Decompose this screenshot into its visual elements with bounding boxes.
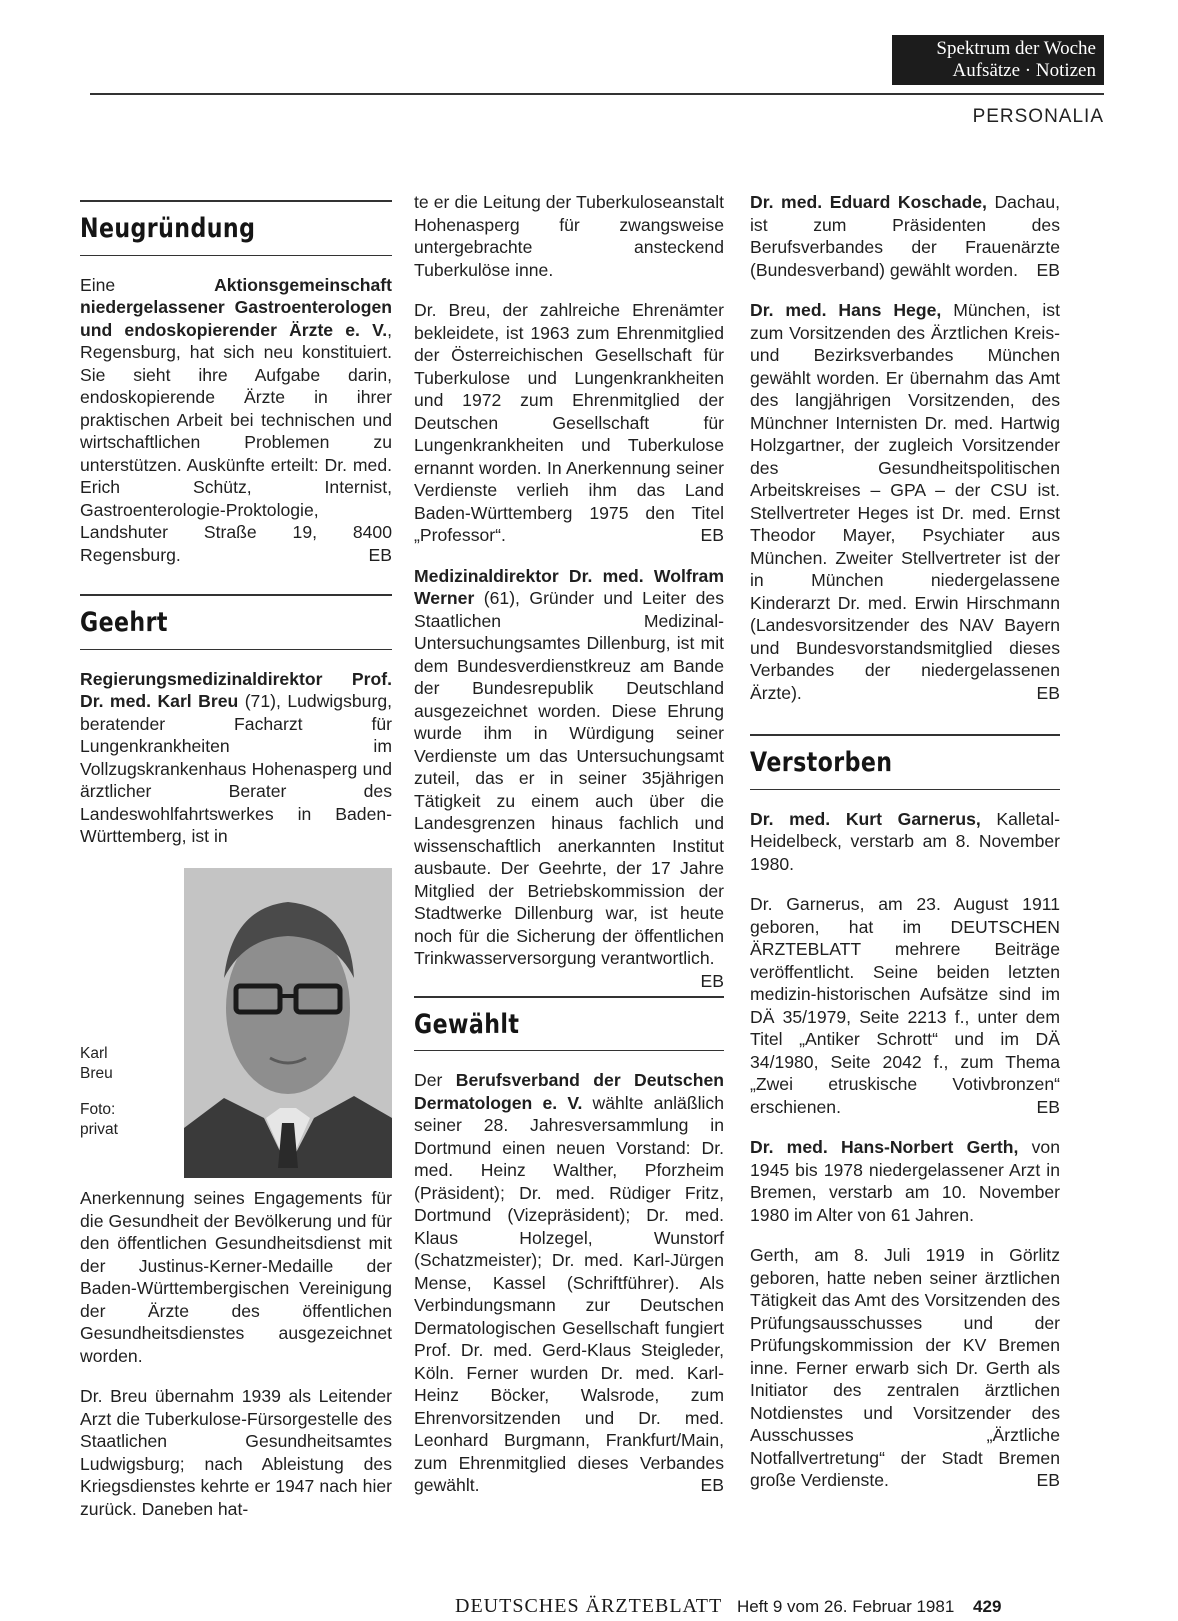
column-3: [750, 191, 1060, 1510]
text: Dr. Garnerus, am 23. August 1911 geboren, hat im DEUTSCHEN ÄRZTEBLATT mehrere Beiträge veröffentlicht. Seine beiden letzten medizin-historischen Aufsätze sind im DÄ 35/1979, Seite 2213 f., unter dem Titel „Antiker Schrott“ und im DÄ 34/1980, Seite 2042 f., zum Thema „Zwei etruskische Votivbronzen“ erschienen.: [750, 894, 1060, 1117]
rule: [80, 649, 392, 650]
org-name: Aktionsgemeinschaft niedergelassener Gastroenterologen und endoskopierender Ärzte e. V.: [80, 274, 392, 340]
text: Dachau, ist zum Präsidenten des Berufsverbandes der Frauenärzte (Bundesverband) gewählt worden.: [750, 192, 1061, 280]
portrait-photo: [184, 868, 392, 1178]
rule: [414, 996, 724, 998]
page-footer: [455, 1595, 1001, 1618]
article-hege: [750, 299, 1060, 704]
column-1: [80, 200, 392, 866]
article-gerth: [750, 1136, 1060, 1226]
rule: [750, 789, 1060, 790]
rule: [80, 594, 392, 596]
author-initials: EB: [368, 544, 392, 565]
person-name: Dr. med. Hans-Norbert Gerth,: [750, 1137, 1019, 1157]
rule: [80, 255, 392, 256]
text: , Regensburg, hat sich neu konstituiert. Sie sieht ihre Aufgabe darin, endoskopierende Ärzte in ihrer praktischen Arbeit bei technischen und wirtschaftlichen Problemen zu unterstützen. Auskünfte erteilt: Dr. med. Erich Schütz, Internist, Gastroenterologie-Proktologie, Landshuter Straße 19, 8400 Regensburg.: [80, 319, 392, 565]
heading-verstorben: Verstorben: [750, 747, 893, 778]
section-banner: [892, 35, 1104, 85]
banner-line-1: Spektrum der Woche: [936, 38, 1096, 59]
photo-credit: [80, 1100, 118, 1140]
author-initials: EB: [700, 525, 724, 545]
article-berufsverband-dermatologen: [414, 1069, 724, 1497]
org-name: Berufsverband der Deutschen Dermatologen e. V.: [414, 1070, 724, 1113]
text: Kalletal-Heidelbeck, verstarb am 8. November 1980.: [750, 808, 1060, 874]
column-1-lower: [80, 1187, 392, 1538]
text: München, ist zum Vorsitzenden des Ärztlichen Kreis- und Bezirksverbandes München gewählt worden. Er übernahm das Amt des langjährigen Vorsitzenden, des Münchner Internisten Dr. med. Hartwig Holzgartner, der zugleich Vorsitzender des Gesundheitspolitischen Arbeitskreises – GPA – der CSU ist. Stellvertreter Heges ist Dr. med. Ernst Theodor Mayer, Psychiater aus München. Zweiter Stellvertreter ist der in München niedergelassene Kinderarzt Dr. med. Erwin Hirschmann (Landesvorsitzender des NAV Bayern und Bundesvorstandsmitglied dieses Verbandes der niedergelassenen Ärzte).: [750, 300, 1060, 703]
author-initials: EB: [1036, 259, 1060, 280]
portrait-figure: [80, 868, 392, 1178]
issue-info: Heft 9 vom 26. Februar 1981: [736, 1597, 955, 1616]
rule: [750, 734, 1060, 736]
rule: [80, 200, 392, 202]
article-gerth-detail: [750, 1244, 1060, 1492]
article-breu-part5: [414, 299, 724, 547]
person-name: Dr. med. Kurt Garnerus,: [750, 808, 981, 829]
author-initials: EB: [1036, 1470, 1060, 1490]
heading-neugruendung: Neugründung: [80, 213, 256, 244]
text: Der: [414, 1070, 456, 1090]
text: Dr. Breu, der zahlreiche Ehrenämter bekleidete, ist 1963 zum Ehrenmitglied der Österreichischen Gesellschaft für Tuberkulose und Lungenkrankheiten und 1972 zum Ehrenmitglied der Deutschen Gesellschaft für Lungenkrankheiten und Tuberkulose ernannt worden. In Anerkennung seiner Verdienste verlieh ihm das Land Baden-Württemberg 1975 den Titel „Professor“.: [414, 300, 724, 545]
article-breu-part2: Anerkennung seines Engagements für die Gesundheit der Bevölkerung und für den öffentlichen Gesundheitsdienst mit der Justinus-Kerner-Medaille der Baden-Württembergischen Vereinigung der Ärzte des öffentlichen Gesundheitsdienstes ausgezeichnet worden.: [80, 1188, 392, 1366]
text: Eine: [80, 274, 215, 295]
article-breu-part1: [80, 668, 392, 848]
text: (61), Gründer und Leiter des Staatlichen Medizinal-Untersuchungsamtes Dillenburg, ist mit dem Bundesverdienstkreuz am Bande der Bundesrepublik Deutschland ausgezeichnet worden. Diese Ehrung wurde ihm in Würdigung seiner Verdienste um das Untersuchungsamt zuteil, das er in seiner 35jährigen Tätigkeit zu einem auch über die Landesgrenzen hinaus fachlich und wissenschaftlich anerkannten Institut ausbaute. Der Geehrte, der 17 Jahre Mitglied der Betriebskommission der Stadtwerke Dillenburg war, ist heute noch für die Sicherung der öffentlichen Trinkwasserversorgung verantwortlich.: [414, 588, 724, 968]
person-name: Regierungsmedizinaldirektor Prof. Dr. med. Karl Breu: [80, 668, 392, 711]
header-rule: [90, 93, 1104, 95]
article-garnerus-detail: [750, 893, 1060, 1118]
credit-value: privat: [80, 1121, 118, 1138]
article-garnerus: [750, 808, 1060, 876]
author-initials: EB: [700, 970, 724, 991]
caption-name: Breu: [80, 1065, 113, 1082]
heading-geehrt: Geehrt: [80, 607, 168, 638]
author-initials: EB: [1036, 1096, 1060, 1117]
article-aktionsgemeinschaft: [80, 274, 392, 567]
text: (71), Ludwigsburg, beratender Facharzt für Lungenkrankheiten im Vollzugskrankenhaus Hohenasperg und ärztlicher Berater des Landeswohlfahrtswerkes in Baden-Württemberg, ist in: [80, 691, 392, 846]
page-number: 429: [973, 1597, 1002, 1616]
person-name: Dr. med. Hans Hege,: [750, 300, 942, 320]
credit-label: Foto:: [80, 1101, 116, 1118]
article-breu-part3: Dr. Breu übernahm 1939 als Leitender Arzt die Tuberkulose-Fürsorgestelle des Staatlichen Gesundheitsamtes Ludwigsburg; nach Ableistung des Kriegsdienstes kehrte er 1947 nach hier zurück. Daneben hat-: [80, 1386, 392, 1519]
text: wählte anläßlich seiner 28. Jahresversammlung in Dortmund einen neuen Vorstand: Dr. med. Heinz Walther, Pforzheim (Präsident); Dr. med. Rüdiger Fritz, Dortmund (Vizepräsident); Dr. med. Klaus Holzegel, Wunstorf (Schatzmeister); Dr. med. Karl-Jürgen Mense, Kassel (Schriftführer). Als Verbindungsmann zur Deutschen Dermatologischen Gesellschaft fungiert Prof. Dr. med. Gerd-Klaus Steigleder, Köln. Ferner wurden Dr. med. Karl-Heinz Böcker, Walsrode, zum Ehrenvorsitzenden und Dr. med. Leonhard Burgmann, Frankfurt/Main, zum Ehrenmitglied dieses Verbandes gewählt.: [414, 1092, 724, 1495]
rule: [414, 1050, 724, 1051]
heading-gewaehlt: Gewählt: [414, 1008, 520, 1040]
column-2: [414, 191, 724, 1515]
caption-name: Karl: [80, 1045, 108, 1062]
article-breu-part4: te er die Leitung der Tuberkuloseanstalt Hohenasperg für zwangsweise untergebrachte ansteckend Tuberkulöse inne.: [414, 192, 724, 280]
person-name: Dr. med. Eduard Koschade,: [750, 192, 987, 212]
author-initials: EB: [1036, 682, 1060, 703]
photo-caption: [80, 1044, 113, 1084]
person-name: Medizinaldirektor Dr. med. Wolfram Werner: [414, 565, 724, 608]
section-label: PERSONALIA: [972, 106, 1104, 127]
portrait-illustration: [184, 868, 392, 1178]
text: Gerth, am 8. Juli 1919 in Görlitz geboren, hatte neben seiner ärztlichen Tätigkeit das Amt des Vorsitzenden des Prüfungsausschusses und der Prüfungskommission der KV Bremen inne. Ferner erwarb sich Dr. Gerth als Initiator des zentralen ärztlichen Notdienstes und Vorsitzender des Ausschusses „Ärztliche Notfallvertretung“ der Stadt Bremen große Verdienste.: [750, 1245, 1060, 1490]
author-initials: EB: [700, 1475, 724, 1495]
article-werner: [414, 565, 724, 991]
article-koschade: [750, 191, 1060, 281]
banner-line-2: Aufsätze · Notizen: [952, 60, 1096, 81]
text: von 1945 bis 1978 niedergelassener Arzt in Bremen, verstarb am 10. November 1980 im Alter von 61 Jahren.: [750, 1137, 1060, 1225]
journal-title: DEUTSCHES ÄRZTEBLATT: [455, 1595, 723, 1617]
